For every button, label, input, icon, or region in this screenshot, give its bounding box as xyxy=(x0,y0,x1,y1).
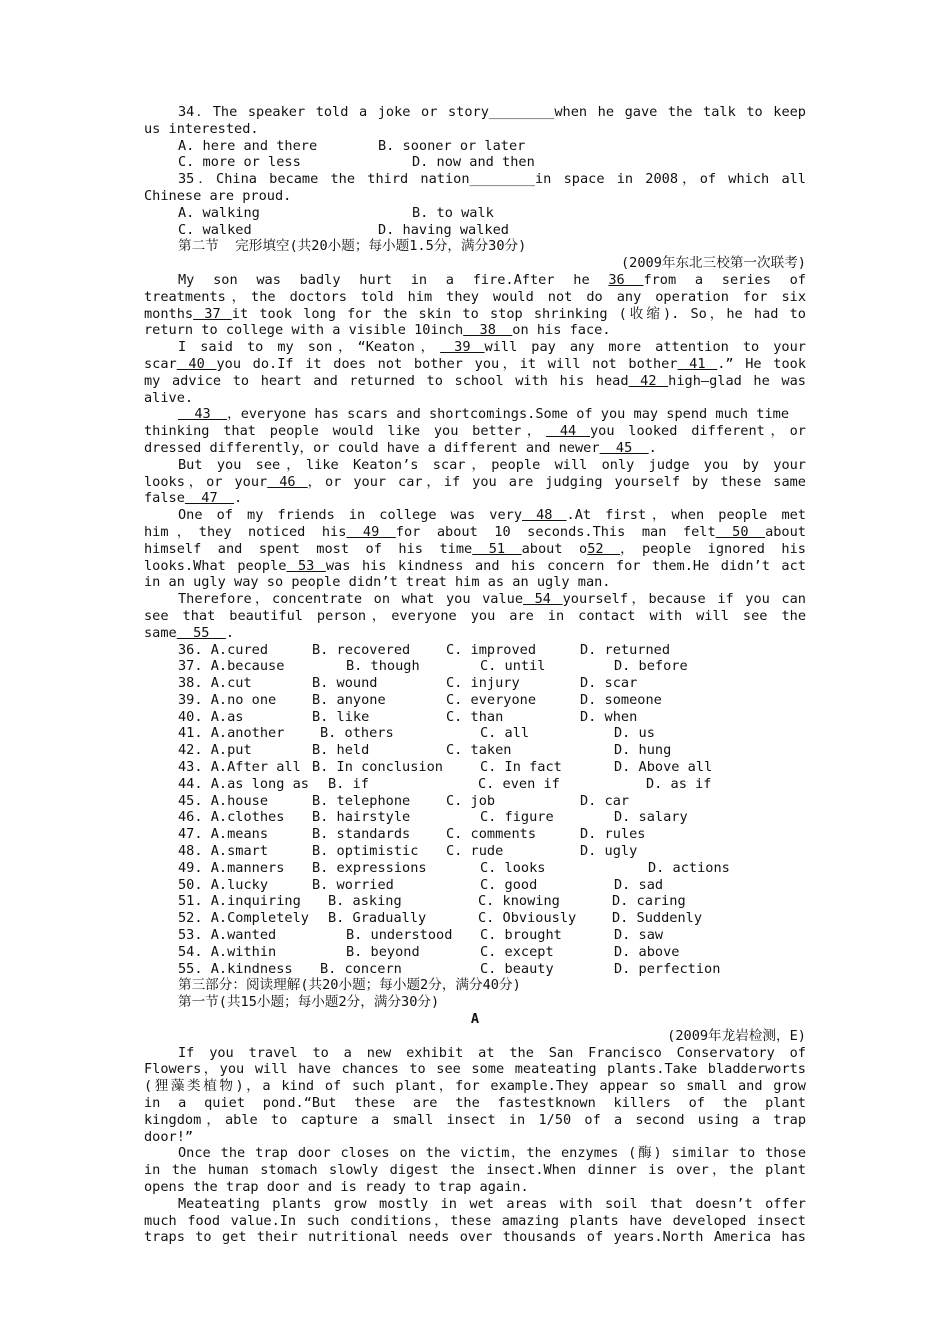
option-d: D. above xyxy=(614,943,680,960)
blank-52: 52 xyxy=(587,540,621,557)
passage-label: A xyxy=(470,1011,480,1028)
question-34-stem-cont: us interested. xyxy=(144,120,259,137)
option-row-52 xyxy=(144,910,806,927)
option-a: 47. A.means xyxy=(178,826,269,843)
option-c: C. than xyxy=(446,708,504,725)
option-a: 38. A.cut xyxy=(178,675,252,692)
blank-45: 45 xyxy=(599,439,649,456)
blank-53: 53 xyxy=(286,557,326,574)
option-d: D. saw xyxy=(614,927,664,944)
blank-50: 50 xyxy=(715,523,766,540)
cloze-line: months 37 it took long for the skin to stop shrinking (收缩). So，he had to xyxy=(144,305,806,322)
blank-36: 36 xyxy=(608,271,644,288)
option-b: B. if xyxy=(328,775,369,792)
option-b: B. like xyxy=(312,708,370,725)
cloze-options-list xyxy=(144,642,806,978)
reading-line: opens the trap door and is ready to trap again. xyxy=(144,1179,529,1195)
option-row-38 xyxy=(144,675,806,692)
cloze-line: see that beautiful person，everyone you are in contact with will see the xyxy=(144,607,806,624)
option-a: 40. A.as xyxy=(178,708,244,725)
option-b: B. telephone xyxy=(312,792,411,809)
option-a: 51. A.inquiring xyxy=(178,893,301,910)
option-a: 55. A.kindness xyxy=(178,960,293,977)
section-2-title: 第二节 完形填空(共20小题；每小题1.5分，满分30分) xyxy=(178,238,527,255)
option-row-40 xyxy=(144,709,806,726)
option-c: C. In fact xyxy=(480,759,562,776)
reading-line: kingdom，able to capture a small insect in 1/50 of a second using a trap xyxy=(144,1111,806,1128)
cloze-line: My son was badly hurt in a fire.After he 36 from a series of xyxy=(178,271,806,288)
option-b: B. worried xyxy=(312,876,394,893)
option-row-37 xyxy=(144,658,806,675)
option-c: C. figure xyxy=(480,809,554,826)
option-c: C. improved xyxy=(446,641,537,658)
cloze-line: false 47 . xyxy=(144,490,243,507)
option-c: C. injury xyxy=(446,675,520,692)
option-c: C. except xyxy=(480,943,554,960)
option-c: C. walked xyxy=(178,221,252,238)
option-a: 45. A.house xyxy=(178,792,269,809)
reading-line: door!” xyxy=(144,1128,194,1145)
option-c: C. rude xyxy=(446,843,504,860)
option-d: D. now and then xyxy=(412,154,535,171)
option-c: C. job xyxy=(446,792,496,809)
option-row-48 xyxy=(144,843,806,860)
option-b: B. concern xyxy=(320,960,402,977)
option-a: 42. A.put xyxy=(178,742,252,759)
option-b: B. In conclusion xyxy=(312,759,443,776)
reading-line: much food value.In such conditions，these amazing plants have developed insect xyxy=(144,1212,806,1229)
blank-40: 40 xyxy=(176,355,217,372)
cloze-line: treatments，the doctors told him they would not do any operation for six xyxy=(144,288,806,305)
part-3-title: 第三部分：阅读理解(共20小题；每小题2分，满分40分) xyxy=(178,977,521,994)
option-d: D. salary xyxy=(614,809,688,826)
cloze-line: himself and spent most of his time 51 about o52 ，people ignored his xyxy=(144,540,806,557)
option-d: D. having walked xyxy=(378,221,509,238)
cloze-line: same 55 . xyxy=(144,624,235,641)
cloze-line: my advice to heart and returned to school with his head 42 high—glad he was xyxy=(144,372,806,389)
option-c: C. even if xyxy=(478,775,560,792)
option-row-42 xyxy=(144,742,806,759)
option-b: B. expressions xyxy=(312,859,427,876)
question-35-stem-cont: Chinese are proud. xyxy=(144,187,292,204)
option-d: D. actions xyxy=(648,859,730,876)
option-b: B. though xyxy=(346,658,420,675)
option-row-50 xyxy=(144,877,806,894)
option-a: A. walking xyxy=(178,204,260,221)
cloze-line: him，they noticed his 49 for about 10 seconds.This man felt 50 about xyxy=(144,523,806,540)
option-a: 53. A.wanted xyxy=(178,927,277,944)
option-a: 52. A.Completely xyxy=(178,910,309,927)
cloze-line: I said to my son，“Keaton， 39 will pay any more attention to your xyxy=(178,339,806,356)
cloze-line: Therefore，concentrate on what you value 54 yourself，because if you can xyxy=(178,591,806,608)
blank-46: 46 xyxy=(267,473,308,490)
cloze-line: dressed differently，or could have a different and newer 45 . xyxy=(144,439,657,456)
option-b: B. held xyxy=(312,742,370,759)
cloze-line: looks，or your 46 ，or your car，if you are judging yourself by these same xyxy=(144,473,806,490)
option-d: D. us xyxy=(614,725,655,742)
option-b: B. asking xyxy=(328,893,402,910)
option-c: C. knowing xyxy=(478,893,560,910)
option-a: 37. A.because xyxy=(178,658,285,675)
option-row-46 xyxy=(144,809,806,826)
option-a: 43. A.After all xyxy=(178,759,301,776)
option-d: D. Suddenly xyxy=(612,910,703,927)
option-a: 48. A.smart xyxy=(178,843,269,860)
option-a: A. here and there xyxy=(178,137,318,154)
blank-54: 54 xyxy=(523,591,563,608)
option-a: 36. A.cured xyxy=(178,641,269,658)
option-b: B. recovered xyxy=(312,641,411,658)
reading-line: Meateating plants grow mostly in wet areas with soil that doesn’t offer xyxy=(178,1195,806,1212)
reading-line: If you travel to a new exhibit at the San Francisco Conservatory of xyxy=(178,1044,806,1061)
option-a: 50. A.lucky xyxy=(178,876,269,893)
blank-42: 42 xyxy=(628,372,669,389)
option-a: 41. A.another xyxy=(178,725,285,742)
option-b: B. others xyxy=(320,725,394,742)
option-a: 39. A.no one xyxy=(178,691,277,708)
option-d: D. returned xyxy=(580,641,671,658)
option-row-39 xyxy=(144,692,806,709)
question-34-options xyxy=(144,138,806,155)
document-page xyxy=(144,104,806,1246)
blank-38: 38 xyxy=(463,322,513,339)
option-c: C. taken xyxy=(446,742,512,759)
option-d: D. ugly xyxy=(580,843,638,860)
option-row-49 xyxy=(144,860,806,877)
blank-37: 37 xyxy=(193,305,232,322)
option-a: 54. A.within xyxy=(178,943,277,960)
cloze-line: But you see，like Keaton’s scar，people will only judge you by your xyxy=(178,456,806,473)
cloze-line: scar 40 you do.If it does not bother you，it will not bother 41 .” He took xyxy=(144,355,806,372)
blank-55: 55 xyxy=(176,624,226,641)
option-d: D. as if xyxy=(646,775,712,792)
reading-line: in a quiet pond.“But these are the fastestknown killers of the plant xyxy=(144,1095,806,1112)
question-34-stem: 34．The speaker told a joke or story________when he gave the talk to keep xyxy=(178,104,806,120)
option-c: C. Obviously xyxy=(478,910,577,927)
option-a: 49. A.manners xyxy=(178,859,285,876)
cloze-line: alive. xyxy=(144,389,194,406)
blank-44: 44 xyxy=(546,423,590,440)
option-b: B. Gradually xyxy=(328,910,427,927)
question-35-stem: 35．China became the third nation________in space in 2008，of which all xyxy=(178,171,806,188)
option-c: C. everyone xyxy=(446,691,537,708)
option-c: C. brought xyxy=(480,927,562,944)
option-d: D. car xyxy=(580,792,630,809)
reading-line: in the human stomach slowly digest the insect.When dinner is over，the plant xyxy=(144,1162,806,1179)
option-b: B. beyond xyxy=(346,943,420,960)
option-b: B. understood xyxy=(346,927,453,944)
option-b: B. hairstyle xyxy=(312,809,411,826)
blank-48: 48 xyxy=(522,507,567,524)
option-c: C. until xyxy=(480,658,546,675)
option-c: C. all xyxy=(480,725,530,742)
option-row-45 xyxy=(144,793,806,810)
blank-49: 49 xyxy=(346,523,396,540)
option-b: B. optimistic xyxy=(312,843,419,860)
option-b: B. anyone xyxy=(312,691,386,708)
option-row-44 xyxy=(144,776,806,793)
option-a: 44. A.as long as xyxy=(178,775,309,792)
option-b: B. to walk xyxy=(412,204,494,221)
blank-47: 47 xyxy=(184,490,235,507)
option-d: D. when xyxy=(580,708,638,725)
reading-line: traps to get their nutritional needs over thousands of years.North America has xyxy=(144,1229,806,1246)
cloze-line: in an ugly way so people didn’t treat him as an ugly man. xyxy=(144,574,611,591)
option-d: D. perfection xyxy=(614,960,721,977)
option-d: D. caring xyxy=(612,893,686,910)
option-row-43 xyxy=(144,759,806,776)
option-b: B. wound xyxy=(312,675,378,692)
option-row-55 xyxy=(144,961,806,978)
reading-line: Once the trap door closes on the victim，the enzymes (酶) similar to those xyxy=(178,1145,806,1162)
option-c: C. more or less xyxy=(178,154,301,171)
option-c: C. looks xyxy=(480,859,546,876)
option-d: D. scar xyxy=(580,675,638,692)
option-d: D. sad xyxy=(614,876,664,893)
passage-source: (2009年龙岩检测，E) xyxy=(667,1027,806,1044)
reading-line: Flowers，you will have chances to see some meateating plants.Take bladderworts xyxy=(144,1061,806,1078)
question-34-options-2 xyxy=(144,154,806,171)
question-35-options xyxy=(144,205,806,222)
cloze-line: return to college with a visible 10inch 38 on his face. xyxy=(144,322,611,339)
option-c: C. good xyxy=(480,876,538,893)
option-b: B. standards xyxy=(312,826,411,843)
option-row-54 xyxy=(144,944,806,961)
option-b: B. sooner or later xyxy=(378,137,526,154)
option-d: D. someone xyxy=(580,691,662,708)
cloze-line: One of my friends in college was very 48 .At first，when people met xyxy=(178,507,806,524)
blank-43: 43 xyxy=(178,406,228,423)
option-d: D. hung xyxy=(614,742,672,759)
reading-line: (狸藻类植物)，a kind of such plant，for example.They appear so small and grow xyxy=(144,1078,806,1095)
option-c: C. beauty xyxy=(480,960,554,977)
option-row-41 xyxy=(144,725,806,742)
question-35-options-2 xyxy=(144,222,806,239)
section-2-source: (2009年东北三校第一次联考) xyxy=(620,255,806,272)
option-a: 46. A.clothes xyxy=(178,809,285,826)
part-3-section-1-title: 第一节(共15小题；每小题2分，满分30分) xyxy=(178,994,440,1011)
option-row-47 xyxy=(144,826,806,843)
blank-51: 51 xyxy=(472,540,522,557)
cloze-line: 43 ，everyone has scars and shortcomings.Some of you may spend much time xyxy=(178,406,790,423)
option-c: C. comments xyxy=(446,826,537,843)
option-d: D. Above all xyxy=(614,759,713,776)
option-d: D. rules xyxy=(580,826,646,843)
option-row-36 xyxy=(144,642,806,659)
option-row-53 xyxy=(144,927,806,944)
cloze-line: looks.What people 53 was his kindness and his concern for them.He didn’t act xyxy=(144,557,806,574)
blank-39: 39 xyxy=(440,339,485,356)
blank-41: 41 xyxy=(677,355,718,372)
cloze-line: thinking that people would like you better， 44 you looked different，or xyxy=(144,423,806,440)
option-row-51 xyxy=(144,893,806,910)
option-d: D. before xyxy=(614,658,688,675)
